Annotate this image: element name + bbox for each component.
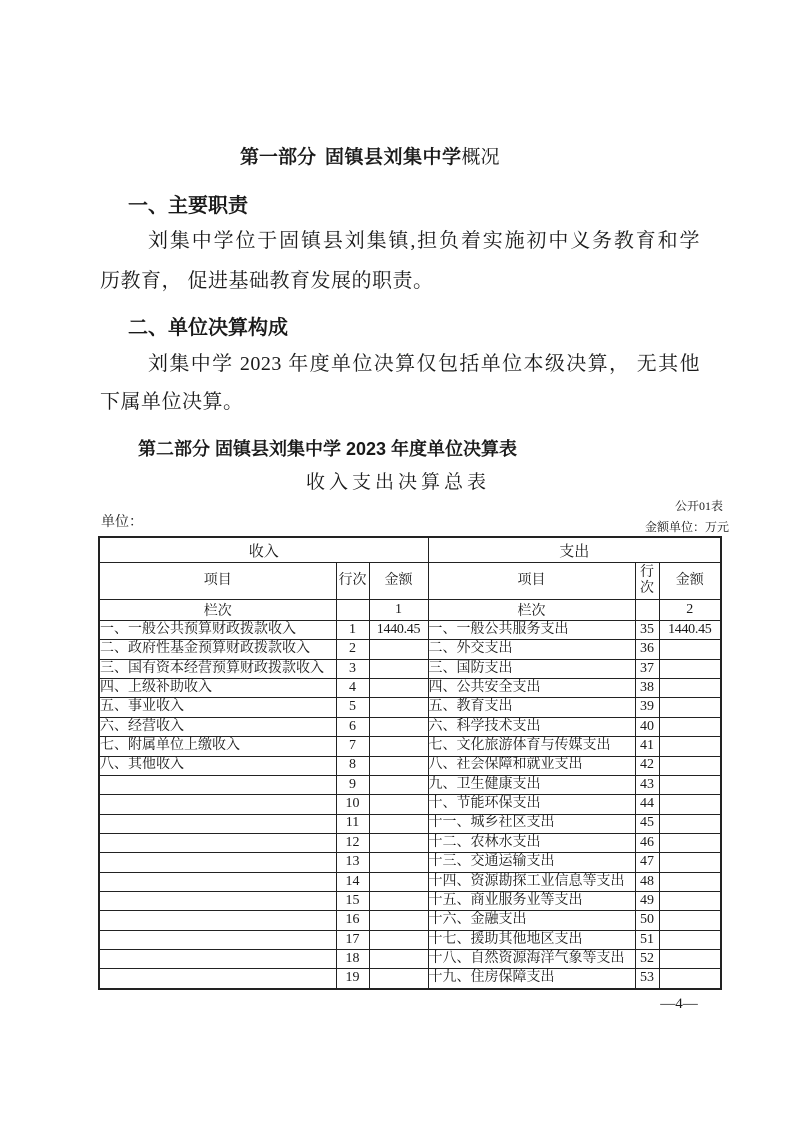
table-row (99, 698, 721, 717)
expense-line-cell: 53 (635, 969, 659, 989)
income-amount-cell (369, 659, 428, 678)
table-row (99, 969, 721, 989)
table-row (99, 814, 721, 833)
expense-amount-cell (659, 679, 721, 698)
expense-item-cell: 一、一般公共服务支出 (428, 621, 635, 640)
income-item-cell (99, 795, 336, 814)
income-amount-cell (369, 737, 428, 756)
expense-line-cell: 50 (635, 911, 659, 930)
income-item-cell: 六、经营收入 (99, 717, 336, 736)
table-row (99, 756, 721, 775)
expense-item-cell: 五、教育支出 (428, 698, 635, 717)
income-amount-cell (369, 911, 428, 930)
income-item-cell: 二、政府性基金预算财政拨款收入 (99, 640, 336, 659)
income-line-cell: 2 (336, 640, 369, 659)
expense-amount-cell (659, 659, 721, 678)
expense-line-cell: 37 (635, 659, 659, 678)
unit-label: 单位： (101, 515, 143, 530)
income-amount-cell (369, 775, 428, 794)
income-item-cell (99, 833, 336, 852)
income-amount-cell (369, 814, 428, 833)
expense-item-cell: 七、文化旅游体育与传媒支出 (428, 737, 635, 756)
table-row (99, 795, 721, 814)
income-line-cell: 15 (336, 892, 369, 911)
income-item-cell: 四、上级补助收入 (99, 679, 336, 698)
income-item-cell (99, 814, 336, 833)
income-item-cell: 八、其他收入 (99, 756, 336, 775)
expense-amount-cell (659, 756, 721, 775)
table-row (99, 950, 721, 969)
table-row (99, 717, 721, 736)
expense-amount-cell (659, 872, 721, 891)
expense-amount-cell (659, 795, 721, 814)
expense-line-cell: 49 (635, 892, 659, 911)
income-amount-cell (369, 795, 428, 814)
expense-amount-cell (659, 969, 721, 989)
expense-item-cell: 十二、农林水支出 (428, 833, 635, 852)
expense-item-cell: 八、社会保障和就业支出 (428, 756, 635, 775)
expense-line-cell: 41 (635, 737, 659, 756)
expense-line-cell: 47 (635, 853, 659, 872)
income-line-cell: 9 (336, 775, 369, 794)
table-row (99, 930, 721, 949)
table-row (99, 659, 721, 678)
income-item-cell (99, 853, 336, 872)
income-item-cell (99, 775, 336, 794)
expense-line-cell: 51 (635, 930, 659, 949)
expense-index-label: 栏次 (428, 600, 635, 621)
expense-line-cell: 39 (635, 698, 659, 717)
income-item-cell: 七、附属单位上缴收入 (99, 737, 336, 756)
income-index-label: 栏次 (99, 600, 336, 621)
table-row (99, 872, 721, 891)
section2-heading: 二、单位决算构成 (128, 317, 288, 339)
expense-item-cell: 十七、援助其他地区支出 (428, 930, 635, 949)
income-amount-column-header: 金额 (369, 563, 428, 600)
income-line-cell: 18 (336, 950, 369, 969)
part1-title-org-name: 固镇县刘集中学 (325, 147, 462, 168)
table-row (99, 911, 721, 930)
expense-line-cell: 52 (635, 950, 659, 969)
table-row (99, 853, 721, 872)
expense-section-header: 支出 (428, 537, 721, 563)
part1-title-prefix: 第一部分 (240, 147, 317, 168)
expense-item-cell: 三、国防支出 (428, 659, 635, 678)
expense-amount-cell (659, 640, 721, 659)
part1-title (240, 146, 500, 170)
expense-line-cell: 40 (635, 717, 659, 736)
expense-index-number: 2 (659, 600, 721, 621)
income-amount-cell (369, 969, 428, 989)
section1-paragraph-line1: 刘集中学位于固镇县刘集镇,担负着实施初中义务教育和学 (148, 230, 700, 252)
expense-line-cell: 35 (635, 621, 659, 640)
income-item-cell: 三、国有资本经营预算财政拨款收入 (99, 659, 336, 678)
income-amount-cell (369, 640, 428, 659)
expense-amount-cell: 1440.45 (659, 621, 721, 640)
table-index-row (99, 600, 721, 621)
income-section-header: 收入 (99, 537, 428, 563)
expense-item-cell: 十五、商业服务业等支出 (428, 892, 635, 911)
income-line-cell: 16 (336, 911, 369, 930)
expense-line-cell: 36 (635, 640, 659, 659)
expense-line-cell: 45 (635, 814, 659, 833)
income-line-cell: 14 (336, 872, 369, 891)
income-line-cell: 10 (336, 795, 369, 814)
expense-item-cell: 十六、金融支出 (428, 911, 635, 930)
income-item-cell (99, 930, 336, 949)
income-amount-cell (369, 698, 428, 717)
income-line-cell: 17 (336, 930, 369, 949)
table-column-header-row (99, 563, 721, 600)
expense-item-cell: 十四、资源勘探工业信息等支出 (428, 872, 635, 891)
income-amount-cell: 1440.45 (369, 621, 428, 640)
income-item-column-header: 项目 (99, 563, 336, 600)
expense-amount-cell (659, 775, 721, 794)
expense-amount-cell (659, 698, 721, 717)
income-line-cell: 4 (336, 679, 369, 698)
income-item-cell: 一、一般公共预算财政拨款收入 (99, 621, 336, 640)
income-item-cell (99, 969, 336, 989)
income-item-cell (99, 892, 336, 911)
expense-amount-cell (659, 892, 721, 911)
income-line-cell: 5 (336, 698, 369, 717)
income-amount-cell (369, 892, 428, 911)
income-amount-cell (369, 853, 428, 872)
table-row (99, 737, 721, 756)
income-item-cell: 五、事业收入 (99, 698, 336, 717)
income-line-cell: 8 (336, 756, 369, 775)
expense-index-line-blank (635, 600, 659, 621)
expense-item-cell: 十八、自然资源海洋气象等支出 (428, 950, 635, 969)
income-line-cell: 13 (336, 853, 369, 872)
income-item-cell (99, 911, 336, 930)
expense-item-cell: 二、外交支出 (428, 640, 635, 659)
expense-item-column-header: 项目 (428, 563, 635, 600)
expense-item-cell: 十三、交通运输支出 (428, 853, 635, 872)
expense-amount-cell (659, 833, 721, 852)
table-row (99, 640, 721, 659)
table-row (99, 775, 721, 794)
income-line-cell: 3 (336, 659, 369, 678)
expense-line-cell: 48 (635, 872, 659, 891)
income-item-cell (99, 950, 336, 969)
income-amount-cell (369, 717, 428, 736)
table-row (99, 892, 721, 911)
budget-table-body (99, 621, 721, 990)
expense-item-cell: 十、节能环保支出 (428, 795, 635, 814)
income-line-cell: 6 (336, 717, 369, 736)
table-row (99, 679, 721, 698)
part1-title-suffix: 概况 (461, 147, 500, 168)
table-row (99, 833, 721, 852)
income-line-cell: 12 (336, 833, 369, 852)
table-row (99, 621, 721, 640)
expense-line-cell: 38 (635, 679, 659, 698)
income-amount-cell (369, 756, 428, 775)
income-amount-cell (369, 833, 428, 852)
income-amount-cell (369, 950, 428, 969)
expense-amount-cell (659, 853, 721, 872)
part2-title: 第二部分 固镇县刘集中学 2023 年度单位决算表 (138, 439, 518, 459)
expense-item-cell: 六、科学技术支出 (428, 717, 635, 736)
table-section-row (99, 537, 721, 563)
income-line-cell: 19 (336, 969, 369, 989)
expense-item-cell: 十一、城乡社区支出 (428, 814, 635, 833)
expense-line-cell: 43 (635, 775, 659, 794)
expense-amount-cell (659, 717, 721, 736)
expense-line-column-header: 行次 (635, 563, 659, 600)
income-amount-cell (369, 930, 428, 949)
expense-amount-cell (659, 930, 721, 949)
income-line-column-header: 行次 (336, 563, 369, 600)
section1-paragraph-line2: 历教育， 促进基础教育发展的职责。 (100, 270, 434, 292)
table-title: 收入支出决算总表 (306, 472, 491, 493)
expense-amount-column-header: 金额 (659, 563, 721, 600)
expense-amount-cell (659, 737, 721, 756)
income-amount-cell (369, 872, 428, 891)
expense-item-cell: 四、公共安全支出 (428, 679, 635, 698)
income-line-cell: 11 (336, 814, 369, 833)
expense-line-cell: 44 (635, 795, 659, 814)
section2-paragraph-line2: 下属单位决算。 (100, 391, 244, 413)
expense-line-cell: 46 (635, 833, 659, 852)
budget-table-header (99, 537, 721, 621)
expense-amount-cell (659, 950, 721, 969)
expense-amount-cell (659, 911, 721, 930)
form-code-label: 公开01表 (674, 499, 723, 513)
income-index-line-blank (336, 600, 369, 621)
income-amount-cell (369, 679, 428, 698)
section2-paragraph-line1: 刘集中学 2023 年度单位决算仅包括单位本级决算， 无其他 (148, 353, 700, 375)
income-line-cell: 1 (336, 621, 369, 640)
expense-amount-cell (659, 814, 721, 833)
income-index-number: 1 (369, 600, 428, 621)
income-item-cell (99, 872, 336, 891)
income-expense-summary-table (98, 536, 722, 990)
expense-line-cell: 42 (635, 756, 659, 775)
amount-unit-label: 金额单位：万元 (644, 520, 729, 534)
expense-item-cell: 十九、住房保障支出 (428, 969, 635, 989)
page-number: —4— (660, 996, 698, 1012)
income-line-cell: 7 (336, 737, 369, 756)
expense-item-cell: 九、卫生健康支出 (428, 775, 635, 794)
section1-heading: 一、主要职责 (128, 195, 248, 217)
